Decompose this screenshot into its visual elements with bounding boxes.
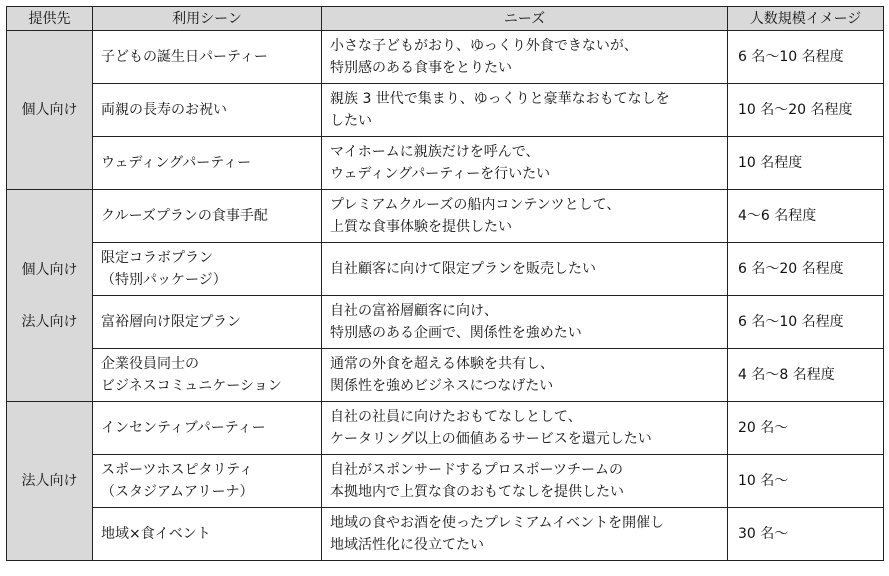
scene-cell bbox=[93, 243, 322, 296]
size-cell: 4 名～8 名程度 bbox=[728, 349, 884, 402]
scene-cell bbox=[93, 296, 322, 349]
table-row bbox=[7, 349, 884, 402]
scene-text: クルーズプランの食事手配 bbox=[101, 208, 268, 224]
scene-text: （スタジアムアリーナ） bbox=[101, 484, 254, 500]
needs-text: 上質な食事体験を提供したい bbox=[330, 219, 512, 235]
scene-text: 企業役員同士の bbox=[101, 356, 199, 372]
scene-text: 両親の長寿のお祝い bbox=[101, 102, 227, 118]
scene-cell bbox=[93, 455, 322, 508]
size-cell: 10 名～20 名程度 bbox=[728, 84, 884, 137]
provider-cell-individual-corporate bbox=[7, 190, 93, 402]
scene-text: スポーツホスピタリティ bbox=[101, 462, 254, 478]
table-row bbox=[7, 84, 884, 137]
scene-cell bbox=[93, 137, 322, 190]
table-row bbox=[7, 296, 884, 349]
needs-text: 自社がスポンサードするプロスポーツチームの bbox=[330, 462, 624, 478]
needs-text: 自社の社員に向けたおもてなしとして、 bbox=[330, 409, 582, 425]
needs-text: 親族 3 世代で集まり、ゆっくりと豪華なおもてなしを bbox=[330, 91, 670, 107]
scene-text: 富裕層向け限定プラン bbox=[101, 314, 241, 330]
needs-text: プレミアムクルーズの船内コンテンツとして、 bbox=[330, 197, 621, 213]
table-row bbox=[7, 402, 884, 455]
size-cell: 10 名～ bbox=[728, 455, 884, 508]
table-row bbox=[7, 455, 884, 508]
scene-text: 限定コラボプラン bbox=[101, 250, 213, 266]
needs-text: ウェディングパーティーを行いたい bbox=[330, 166, 551, 182]
scene-cell bbox=[93, 84, 322, 137]
needs-text: 小さな子どもがおり、ゆっくり外食できないが、 bbox=[330, 38, 638, 54]
header-size: 人数規模イメージ bbox=[728, 7, 884, 31]
provider-label: 法人向け bbox=[21, 313, 78, 330]
size-cell: 6 名～10 名程度 bbox=[728, 296, 884, 349]
needs-cell bbox=[322, 455, 728, 508]
scene-cell bbox=[93, 31, 322, 84]
size-cell: 10 名程度 bbox=[728, 137, 884, 190]
size-cell: 30 名～ bbox=[728, 508, 884, 561]
needs-text: 特別感のある食事をとりたい bbox=[330, 60, 512, 76]
provider-label: 法人向け bbox=[21, 473, 78, 489]
needs-text: 特別感のある企画で、関係性を強めたい bbox=[330, 325, 582, 341]
scene-text: インセンティブパーティー bbox=[101, 420, 266, 436]
scene-text: ビジネスコミュニケーション bbox=[101, 378, 282, 394]
needs-cell bbox=[322, 508, 728, 561]
provider-cell-individual bbox=[7, 31, 93, 190]
scene-cell bbox=[93, 349, 322, 402]
table-row bbox=[7, 508, 884, 561]
needs-text: 地域活性化に役立てたい bbox=[330, 537, 484, 553]
needs-text: マイホームに親族だけを呼んで、 bbox=[330, 144, 540, 160]
scene-text: （特別パッケージ） bbox=[101, 272, 227, 288]
scene-text: ウェディングパーティー bbox=[101, 155, 252, 171]
table-row bbox=[7, 190, 884, 243]
table-row bbox=[7, 243, 884, 296]
header-provider: 提供先 bbox=[7, 7, 93, 31]
table-row bbox=[7, 137, 884, 190]
scene-cell bbox=[93, 190, 322, 243]
size-cell: 20 名～ bbox=[728, 402, 884, 455]
needs-cell bbox=[322, 137, 728, 190]
needs-text: 地域の食やお酒を使ったプレミアムイベントを開催し bbox=[330, 515, 665, 531]
scene-cell bbox=[93, 402, 322, 455]
needs-cell bbox=[322, 84, 728, 137]
needs-cell bbox=[322, 349, 728, 402]
provider-label: 個人向け bbox=[21, 102, 78, 118]
needs-cell bbox=[322, 243, 728, 296]
provider-cell-corporate bbox=[7, 402, 93, 561]
size-cell: 6 名～10 名程度 bbox=[728, 31, 884, 84]
needs-text: 関係性を強めビジネスにつなげたい bbox=[330, 378, 554, 394]
needs-text: 自社の富裕層顧客に向け、 bbox=[330, 303, 498, 319]
needs-text: ケータリング以上の価値あるサービスを還元したい bbox=[330, 431, 652, 447]
usage-scene-table bbox=[6, 6, 884, 561]
needs-cell bbox=[322, 402, 728, 455]
scene-text: 地域×食イベント bbox=[101, 526, 211, 542]
size-cell: 6 名～20 名程度 bbox=[728, 243, 884, 296]
scene-text: 子どもの誕生日パーティー bbox=[101, 49, 268, 65]
provider-label: 個人向け bbox=[21, 261, 78, 278]
header-needs: ニーズ bbox=[322, 7, 728, 31]
needs-text: したい bbox=[330, 113, 372, 129]
scene-cell bbox=[93, 508, 322, 561]
needs-cell bbox=[322, 296, 728, 349]
needs-cell bbox=[322, 190, 728, 243]
needs-text: 通常の外食を超える体験を共有し、 bbox=[330, 356, 554, 372]
table-row bbox=[7, 31, 884, 84]
header-row bbox=[7, 7, 884, 31]
needs-text: 自社顧客に向けて限定プランを販売したい bbox=[330, 261, 596, 277]
needs-text: 本拠地内で上質な食のおもてなしを提供したい bbox=[330, 484, 624, 500]
size-cell: 4～6 名程度 bbox=[728, 190, 884, 243]
needs-cell bbox=[322, 31, 728, 84]
header-scene: 利用シーン bbox=[93, 7, 322, 31]
